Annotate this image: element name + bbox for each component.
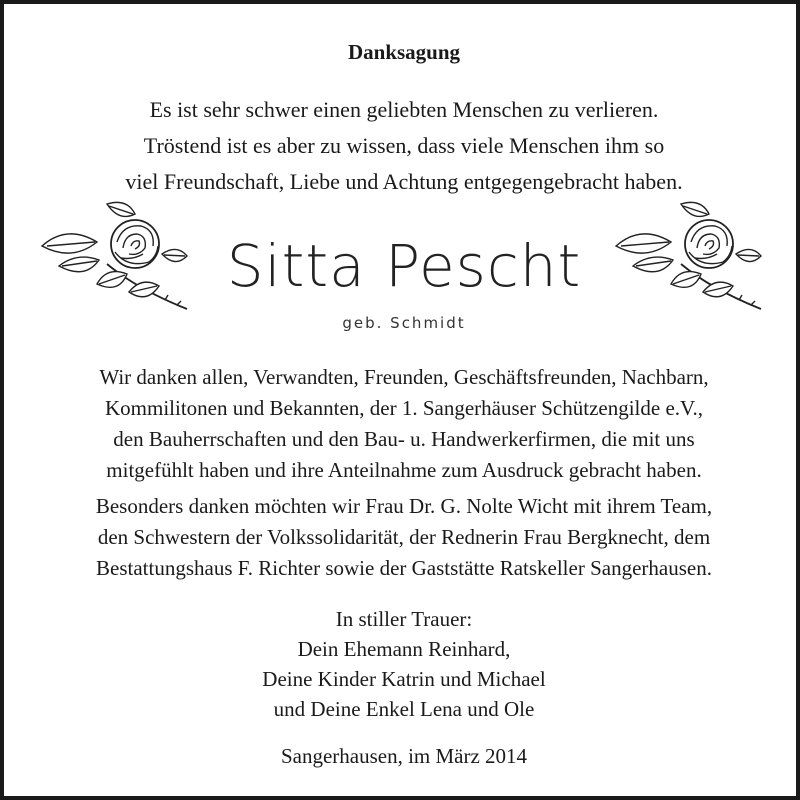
intro-line: viel Freundschaft, Liebe und Achtung entgegengebracht haben. bbox=[125, 169, 683, 194]
thanks-line: mitgefühlt haben und ihre Anteilnahme zum Ausdruck gebracht haben. bbox=[106, 458, 702, 482]
mourner-line: Dein Ehemann Reinhard, bbox=[297, 637, 511, 661]
place-date: Sangerhausen, im März 2014 bbox=[280, 744, 528, 768]
mourner-line: Deine Kinder Katrin und Michael bbox=[262, 667, 546, 691]
intro-line: Es ist sehr schwer einen geliebten Menschen zu verlieren. bbox=[149, 97, 659, 122]
thanks-line: Wir danken allen, Verwandten, Freunden, Geschäftsfreunden, Nachbarn, bbox=[99, 365, 709, 389]
birth-name: geb. Schmidt bbox=[342, 314, 466, 332]
mourner-line: In stiller Trauer: bbox=[335, 607, 473, 631]
thanks-line: den Schwestern der Volkssolidarität, der Rednerin Frau Bergknecht, dem bbox=[97, 525, 711, 549]
intro-text bbox=[4, 92, 800, 200]
mourner-line: und Deine Enkel Lena und Ole bbox=[273, 697, 535, 721]
thanks-line: Kommilitonen und Bekannten, der 1. Sangerhäuser Schützengilde e.V., bbox=[105, 396, 703, 420]
intro-line: Tröstend ist es aber zu wissen, dass viele Menschen ihm so bbox=[143, 133, 665, 158]
thanks-line: den Bauherrschaften und den Bau- u. Handwerkerfirmen, die mit uns bbox=[113, 427, 695, 451]
thanks-line: Bestattungshaus F. Richter sowie der Gaststätte Ratskeller Sangerhausen. bbox=[96, 556, 712, 580]
thanks-special bbox=[4, 491, 800, 584]
heading: Danksagung bbox=[347, 40, 461, 64]
deceased-name: Sitta Pescht bbox=[226, 232, 582, 300]
mourners bbox=[4, 604, 800, 724]
thanks-line: Besonders danken möchten wir Frau Dr. G. Nolte Wicht mit ihrem Team, bbox=[95, 494, 713, 518]
thanks-general bbox=[4, 362, 800, 486]
